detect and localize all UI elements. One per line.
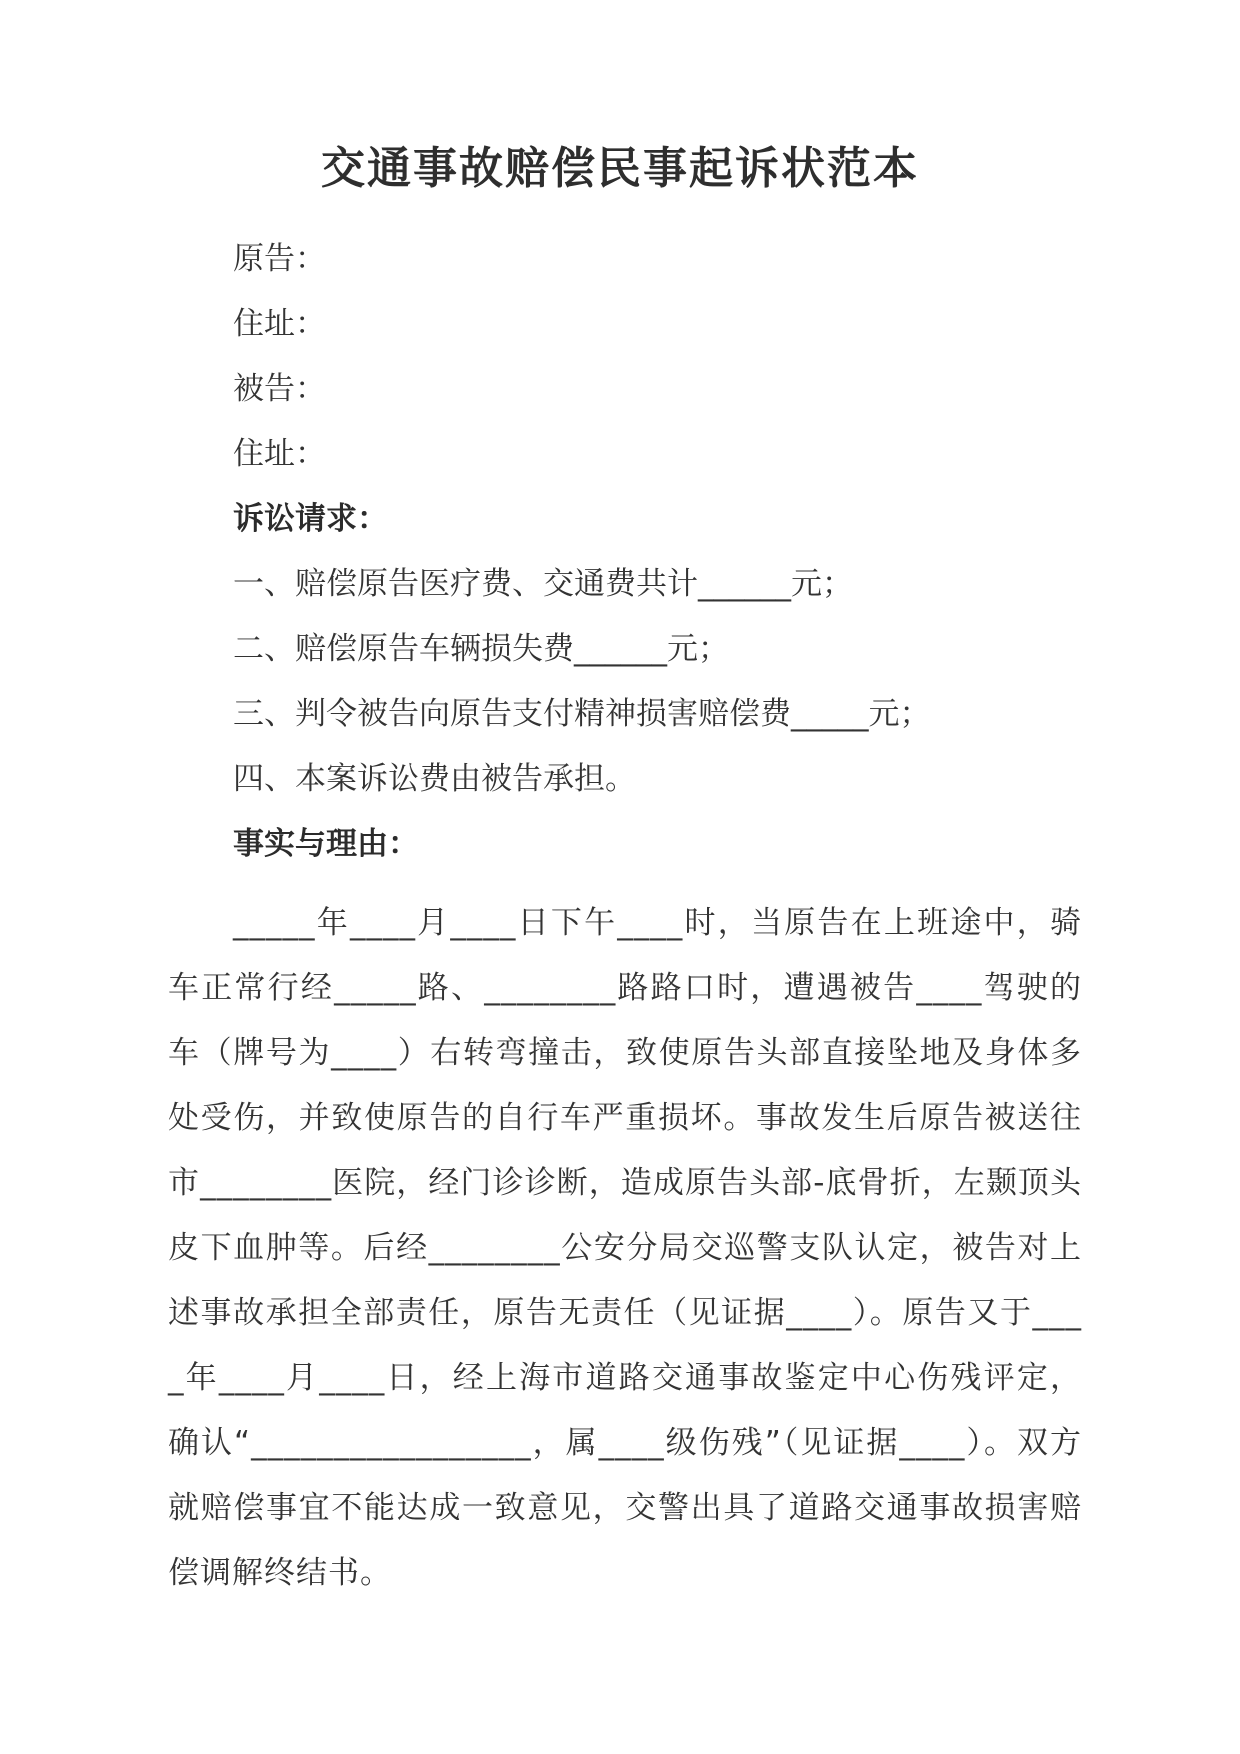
- defendant-label: 被告：: [233, 371, 326, 407]
- claim-item-2: 二、赔偿原告车辆损失费______元；: [233, 631, 729, 667]
- claim-item-1: 一、赔偿原告医疗费、交通费共计______元；: [233, 566, 853, 602]
- claims-heading: 诉讼请求：: [233, 501, 388, 537]
- plaintiff-label: 原告：: [233, 241, 326, 277]
- claim-item-3: 三、判令被告向原告支付精神损害赔偿费_____元；: [233, 696, 931, 732]
- claim-item-4: 四、本案诉讼费由被告承担。: [233, 761, 636, 797]
- facts-body: _____年____月____日下午____时，当原告在上班途中，骑车正常行经_____路、________路路口时，遭遇被告____驾驶的车（牌号为____）右转弯撞击，致使原告头部直接坠地及身体多处受伤，并致使原告的自行车严重损坏。事故发生后原告被送往市________医院，经门诊诊断，造成原告头部-底骨折，左颞顶头皮下血肿等。后经________公安分局交巡警支队认定，被告对上述事故承担全部责任，原告无责任（见证据____）。原告又于____年____月____日，经上海市道路交通事故鉴定中心伤残评定，确认“_________________，属____级伤残”（见证据____）。双方就赔偿事宜不能达成一致意见，交警出具了道路交通事故损害赔偿调解终结书。: [168, 905, 1082, 1591]
- document-title: 交通事故赔偿民事起诉状范本: [321, 143, 919, 194]
- defendant-address-label: 住址：: [233, 436, 326, 472]
- plaintiff-address-label: 住址：: [233, 306, 326, 342]
- facts-heading: 事实与理由：: [233, 826, 419, 862]
